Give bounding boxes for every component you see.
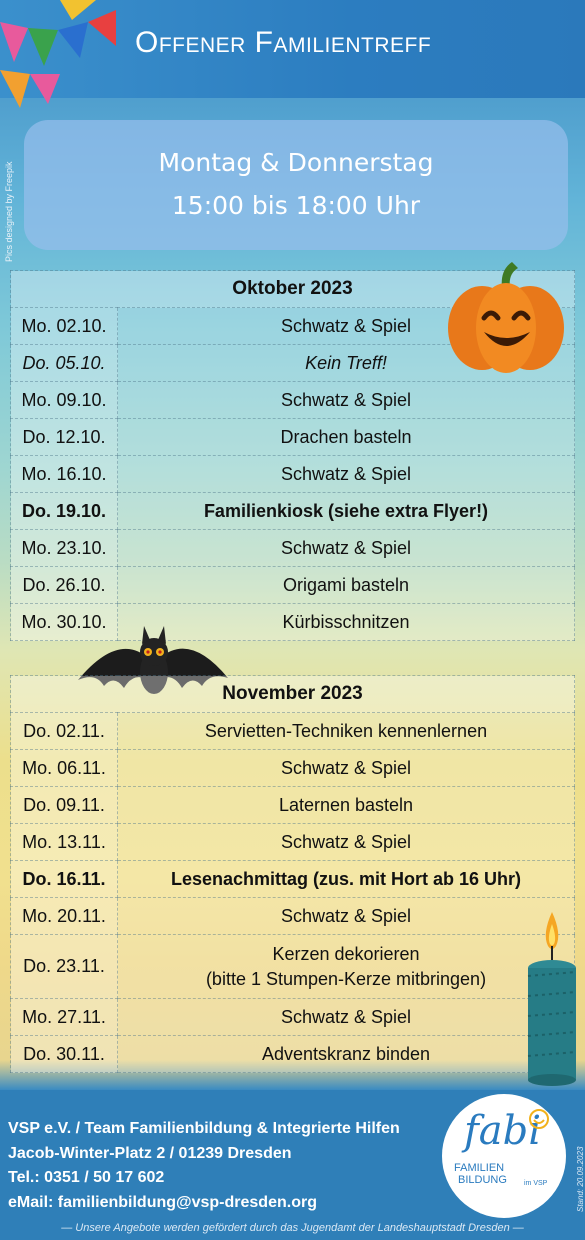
table-row (11, 713, 575, 750)
table-row (11, 787, 575, 824)
pumpkin-icon (444, 260, 568, 376)
event-title: Familienkiosk (siehe extra Flyer!) (118, 493, 575, 530)
event-title: Schwatz & Spiel (118, 382, 575, 419)
table-row (11, 999, 575, 1036)
event-date: Do. 30.11. (11, 1036, 118, 1073)
november-schedule (10, 675, 575, 1073)
table-row (11, 935, 575, 999)
event-title: Laternen basteln (118, 787, 575, 824)
stand-date: Stand: 20.09.2023 (576, 1146, 585, 1212)
event-date: Mo. 16.10. (11, 456, 118, 493)
event-title: Schwatz & Spiel (118, 308, 575, 345)
event-date: Do. 16.11. (11, 861, 118, 898)
event-title: Schwatz & Spiel (118, 530, 575, 567)
table-row (11, 567, 575, 604)
event-title: Schwatz & Spiel (118, 824, 575, 861)
fabi-logo (442, 1094, 566, 1218)
event-date: Mo. 30.10. (11, 604, 118, 641)
email: eMail: familienbildung@vsp-dresden.org (8, 1193, 317, 1211)
opening-hours: 15:00 bis 18:00 Uhr (171, 191, 421, 220)
table-row (11, 382, 575, 419)
event-date: Mo. 27.11. (11, 999, 118, 1036)
event-date: Do. 19.10. (11, 493, 118, 530)
event-date: Do. 09.11. (11, 787, 118, 824)
event-title: Kerzen dekorieren (272, 944, 420, 965)
event-title: Adventskranz binden (118, 1036, 575, 1073)
table-row (11, 1036, 575, 1073)
event-title: Schwatz & Spiel (118, 999, 575, 1036)
event-date: Do. 23.11. (11, 935, 118, 999)
opening-days: Montag & Donnerstag (158, 148, 434, 177)
address: Jacob-Winter-Platz 2 / 01239 Dresden (8, 1144, 292, 1162)
table-row (11, 493, 575, 530)
phone: Tel.: 0351 / 50 17 602 (8, 1169, 165, 1186)
table-row (11, 824, 575, 861)
table-row (11, 456, 575, 493)
table-row (11, 530, 575, 567)
event-date: Mo. 09.10. (11, 382, 118, 419)
opening-hours-box (24, 120, 568, 250)
contact-block (8, 1117, 400, 1215)
event-title-multiline (118, 935, 575, 999)
event-date: Do. 05.10. (11, 345, 118, 382)
november-heading: November 2023 (11, 676, 575, 713)
event-title: Schwatz & Spiel (118, 456, 575, 493)
logo-suffix: im VSP (524, 1180, 548, 1187)
event-date: Do. 26.10. (11, 567, 118, 604)
candle-icon (522, 906, 582, 1086)
event-title: Drachen basteln (118, 419, 575, 456)
event-title: Kein Treff! (118, 345, 575, 382)
event-date: Mo. 13.11. (11, 824, 118, 861)
event-title: Kürbisschnitzen (118, 604, 575, 641)
event-title: Schwatz & Spiel (118, 898, 575, 935)
page-title: Offener Familientreff (135, 26, 432, 59)
logo-word: fabi (464, 1108, 542, 1154)
table-row (11, 750, 575, 787)
event-date: Do. 02.11. (11, 713, 118, 750)
event-date: Mo. 02.10. (11, 308, 118, 345)
logo-line1: FAMILIEN (454, 1162, 505, 1174)
event-date: Mo. 20.11. (11, 898, 118, 935)
table-row (11, 861, 575, 898)
event-note: (bitte 1 Stumpen-Kerze mitbringen) (205, 968, 487, 989)
event-date: Mo. 06.11. (11, 750, 118, 787)
org-name: VSP e.V. / Team Familienbildung & Integrierte Hilfen (8, 1120, 400, 1137)
image-credit: Pics designed by Freepik (4, 161, 14, 262)
event-title: Lesenachmittag (zus. mit Hort ab 16 Uhr) (118, 861, 575, 898)
october-heading: Oktober 2023 (11, 271, 575, 308)
table-row (11, 419, 575, 456)
bunting-decoration (0, 0, 135, 115)
event-date: Mo. 23.10. (11, 530, 118, 567)
event-date: Do. 12.10. (11, 419, 118, 456)
event-title: Origami basteln (118, 567, 575, 604)
event-title: Servietten-Techniken kennenlernen (118, 713, 575, 750)
smiley-icon (528, 1108, 550, 1130)
logo-line2: BILDUNG (458, 1174, 507, 1186)
event-title: Schwatz & Spiel (118, 750, 575, 787)
funding-note: — Unsere Angebote werden gefördert durch das Jugendamt der Landeshauptstadt Dresden — (61, 1222, 524, 1234)
table-row (11, 898, 575, 935)
